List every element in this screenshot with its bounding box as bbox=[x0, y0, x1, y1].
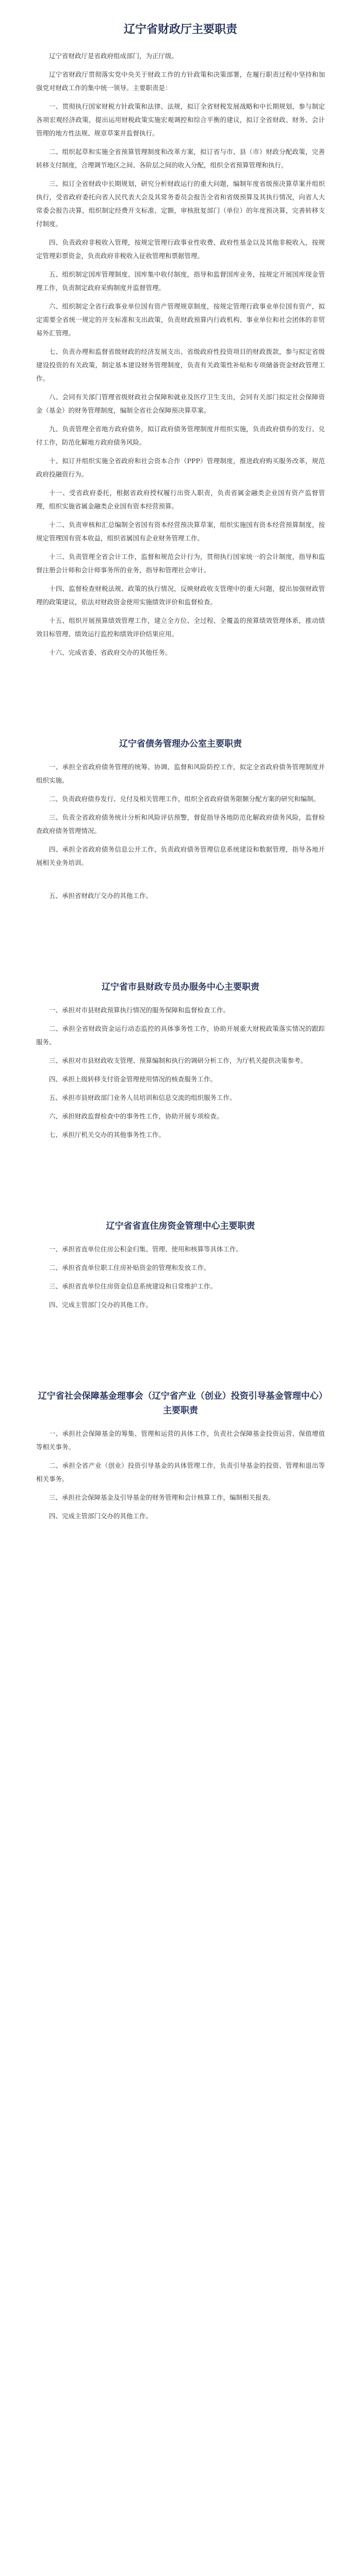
duty-item: 八、会同有关部门管理省级财政社会保障和就业及医疗卫生支出，会同有关部门拟定社会保障资金（基金）的财务管理制度，编制全省社会保障预决算草案。 bbox=[36, 393, 325, 414]
duty-item: 三、负责全省政府债务统计分析和风险评估预警，督促指导各地防范化解政府债务风险，监督检查政府债务管理情况。 bbox=[36, 814, 325, 835]
duty-item: 十五、组织开展预算绩效管理工作，建立全方位、全过程、全覆盖的预算绩效管理体系，推动绩效目标管理、绩效运行监控和绩效评价结果应用。 bbox=[36, 617, 325, 638]
duty-item: 二、承担全省产业（创业）投资引导基金的具体管理工作，负责引导基金的投资、管理和退出等相关事务。 bbox=[36, 1462, 325, 1483]
duty-item: 四、负责政府非税收入管理，按规定管理行政事业性收费、政府性基金以及其他非税收入，按规定管理彩票资金，负责政府非税收入征收管理和票据管理。 bbox=[36, 239, 325, 260]
spacer bbox=[36, 875, 325, 884]
duty-item: 三、承担省直单位住房资金信息系统建设和日常维护工作。 bbox=[49, 1282, 217, 1290]
duty-item: 二、负责政府债券发行、兑付及相关管理工作，组织全省政府债务限额分配方案的研究和编制。 bbox=[49, 795, 320, 803]
section-title: 辽宁省债务管理办公室主要职责 bbox=[119, 739, 242, 749]
section-finance-department bbox=[36, 21, 325, 659]
section-title: 辽宁省省直住房资金管理中心主要职责 bbox=[106, 1221, 255, 1231]
duty-item: 二、组织起草和实施全省预算管理制度和改革方案，拟订省与市、县（市）财政分配政策，完善转移支付制度，合理调节地区之间、各阶层之间的收入分配，组织全省预算管理和执行。 bbox=[36, 148, 325, 169]
intro-paragraph: 辽宁省财政厅是省政府组成部门，为正厅级。 bbox=[49, 52, 178, 60]
duty-item: 二、承担全省财政资金运行动态监控的具体事务性工作，协助开展重大财税政策落实情况的跟踪服务。 bbox=[36, 1025, 325, 1046]
duty-item: 六、组织制定全省行政事业单位国有资产管理规章制度，按规定管理行政事业单位国有资产，拟定需要全省统一规定的开支标准和支出政策，负责财政预算内行政机构、事业单位和社会团体的非贸易外汇管理。 bbox=[36, 302, 325, 337]
duty-item: 二、承担省直单位职工住房补贴资金的管理和发放工作。 bbox=[49, 1264, 210, 1272]
duty-item: 十、拟订并组织实施全省政府和社会资本合作（PPP）管理制度，推进政府购买服务改革，规范政府投融资行为。 bbox=[36, 457, 325, 478]
duty-list bbox=[36, 1243, 325, 1312]
section-title: 辽宁省社会保障基金理事会（辽宁省产业（创业）投资引导基金管理中心）主要职责 bbox=[38, 1391, 323, 1416]
duty-item: 一、承担对市县财政预算执行情况的服务保障和监督检查工作。 bbox=[49, 1006, 230, 1014]
duty-item: 五、承担省财政厅交办的其他工作。 bbox=[49, 892, 153, 900]
duty-list bbox=[36, 760, 325, 870]
duty-item: 四、承担上级转移支付资金管理使用情况的核查服务工作。 bbox=[49, 1075, 217, 1083]
duty-item: 三、承担社会保障基金及引导基金的财务管理和会计核算工作，编制相关报表。 bbox=[49, 1494, 275, 1501]
duty-item: 四、完成主管部门交办的其他工作。 bbox=[49, 1301, 153, 1309]
duty-item: 十四、监督检查财税法规、政策的执行情况，反映财政收支管理中的重大问题，提出加强财政管理的政策建议，依法对财政资金使用实施绩效评价和监督检查。 bbox=[36, 585, 325, 606]
section-service-center bbox=[36, 980, 325, 1142]
duty-item: 九、负责管理全省地方政府债务，拟订政府债务管理制度并组织实施，负责政府债券的发行、兑付工作，防范化解地方政府债务风险。 bbox=[36, 425, 325, 446]
section-social-security-fund bbox=[36, 1389, 325, 1523]
duty-item: 十六、完成省委、省政府交办的其他任务。 bbox=[49, 649, 172, 656]
duty-list bbox=[36, 1427, 325, 1523]
duty-item: 一、承担省直单位住房公积金归集、管理、使用和核算等具体工作。 bbox=[49, 1245, 243, 1253]
duty-item: 十三、负责管理全省会计工作，监督和规范会计行为，贯彻执行国家统一的会计制度，指导和监督注册会计师和会计师事务所的业务，指导和管理社会审计。 bbox=[36, 553, 325, 574]
section-debt-office bbox=[36, 737, 325, 903]
section-title: 辽宁省财政厅主要职责 bbox=[123, 23, 237, 36]
section-housing-fund bbox=[36, 1219, 325, 1312]
intro-paragraph: 辽宁省财政厅贯彻落实党中央关于财政工作的方针政策和决策部署，在履行职责过程中坚持和加强党对财政工作的集中统一领导。主要职责是： bbox=[36, 71, 325, 92]
duty-item: 一、承担社会保障基金的筹集、管理和运营的具体工作，负责社会保障基金投资运营、保值增值等相关事务。 bbox=[36, 1430, 325, 1451]
duty-item: 三、承担对市县财政收支管理、预算编制和执行的调研分析工作，为厅机关提供决策参考。 bbox=[49, 1057, 307, 1064]
duty-item: 七、承担厅机关交办的其他事务性工作。 bbox=[49, 1131, 166, 1139]
duty-item: 十二、负责审核和汇总编制全省国有资本经营预决算草案，组织实施国有资本经营预算制度，按规定管理国有资本收益，组织省属国有企业财务管理工作。 bbox=[36, 521, 325, 542]
duty-list bbox=[36, 100, 325, 659]
duty-item: 五、承担市县财政部门业务人员培训和信息交流的组织服务工作。 bbox=[49, 1094, 236, 1101]
duty-item: 六、承担财政监督检查中的事务性工作，协助开展专项检查。 bbox=[49, 1112, 223, 1120]
duty-item: 十一、受省政府委托，根据省政府授权履行出资人职责，负责省属金融类企业国有资产监督管理，组织实施省属金融类企业国有资本经营预算。 bbox=[36, 489, 325, 510]
duty-item: 四、承担全省政府债务信息公开工作，负责政府债务管理信息系统建设和数据管理，指导各地开展相关业务培训。 bbox=[36, 845, 325, 867]
duty-item: 七、负责办理和监督省级财政的经济发展支出、省级政府性投资项目的财政拨款，参与拟定省级建设投资的有关政策，制定基本建设财务管理制度，负责有关政策性补贴和专项储备资金财政管理工作。 bbox=[36, 348, 325, 382]
duty-item: 三、拟订全省财政中长期规划，研究分析财政运行的重大问题，编制年度省级预决算草案并组织执行，受省政府委托向省人民代表大会及其常务委员会报告全省和省级预算及其执行情况，向省人大常委会报告决算，组织制定经费开支标准、定额，审核批复部门（单位）的年度预决算，完善转移支付制度。 bbox=[36, 180, 325, 228]
duty-item: 四、完成主管部门交办的其他工作。 bbox=[49, 1512, 153, 1520]
section-title: 辽宁省市县财政专员办服务中心主要职责 bbox=[102, 982, 259, 992]
duty-item: 一、承担全省政府债务管理的统筹、协调、监督和风险防控工作，拟定全省政府债务管理制度并组织实施。 bbox=[36, 763, 325, 784]
duty-list bbox=[36, 1004, 325, 1142]
duty-item: 一、贯彻执行国家财税方针政策和法律、法规，拟订全省财税发展战略和中长期规划，参与制定各项宏观经济政策，提出运用财税政策实施宏观调控和综合平衡的建议，拟订全省财政、财务、会计管理的地方性法规、规章草案并监督执行。 bbox=[36, 103, 325, 137]
duty-item: 五、组织制定国库管理制度、国库集中收付制度，指导和监督国库业务，按规定开展国库现金管理工作，负责制定政府采购制度并监督管理。 bbox=[36, 270, 325, 292]
